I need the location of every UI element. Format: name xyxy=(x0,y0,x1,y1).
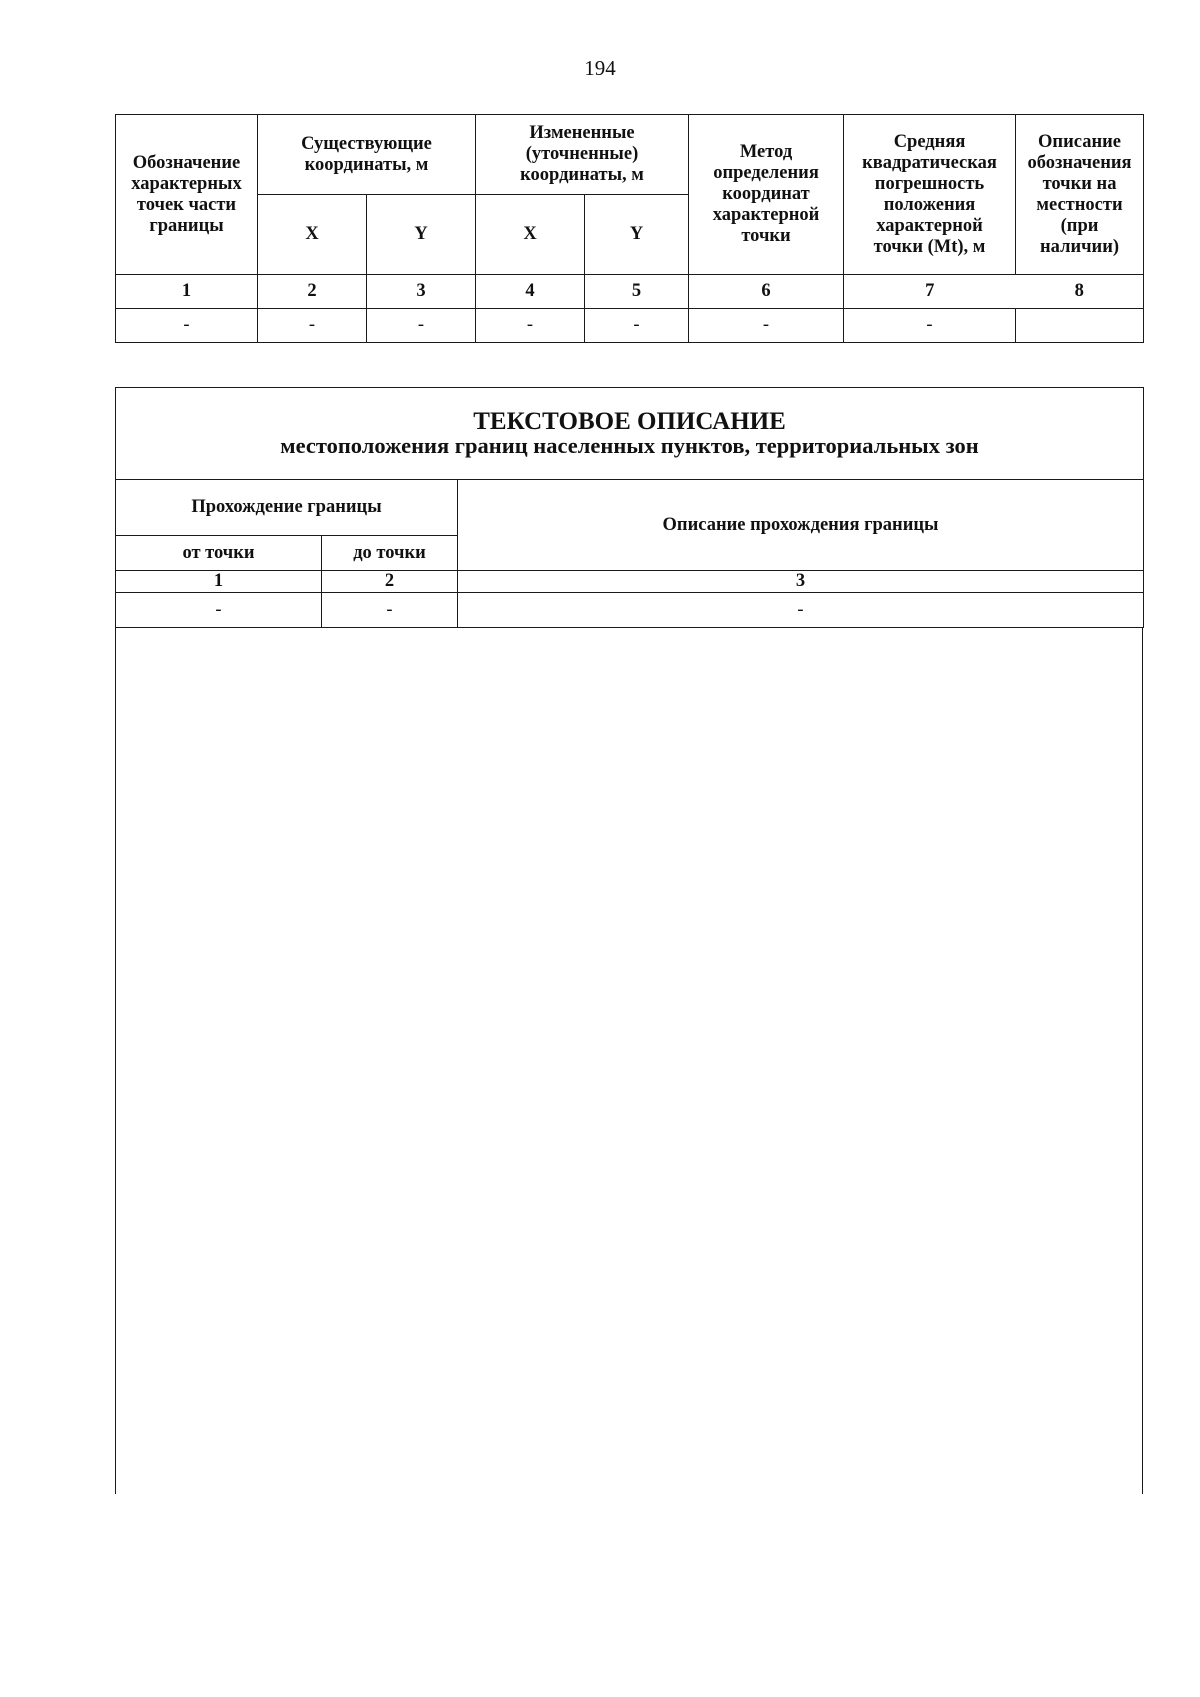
document-title: ТЕКСТОВОЕ ОПИСАНИЕ xyxy=(473,407,786,435)
table-cell: - xyxy=(116,593,322,628)
table-row xyxy=(116,593,1144,628)
column-numbers-row xyxy=(116,571,1144,593)
column-number: 6 xyxy=(689,275,844,309)
header-point-designation: Обозначение характерных точек части границы xyxy=(116,115,258,275)
header-passage-description: Описание прохождения границы xyxy=(458,480,1144,571)
boundary-points-table xyxy=(115,114,1144,343)
header-changed-x: X xyxy=(476,195,585,275)
column-number: 1 xyxy=(116,275,258,309)
column-number: 1 xyxy=(116,571,322,593)
header-boundary-passage: Прохождение границы xyxy=(116,480,458,536)
table-cell: - xyxy=(322,593,458,628)
table-cell: - xyxy=(844,309,1016,343)
column-number: 3 xyxy=(367,275,476,309)
header-point-description: Описание обозначения точки на местности (при наличии) xyxy=(1016,115,1144,275)
column-numbers-row xyxy=(116,275,1144,309)
table-row xyxy=(116,309,1144,343)
header-existing-coordinates: Существующие координаты, м xyxy=(258,115,476,195)
header-to-point: до точки xyxy=(322,536,458,571)
table-cell xyxy=(1016,309,1144,343)
table-cell: - xyxy=(458,593,1144,628)
table-cell: - xyxy=(476,309,585,343)
table-continuation-area xyxy=(115,627,1143,1494)
column-number: 7 xyxy=(844,275,1016,309)
text-description-title xyxy=(116,388,1144,480)
header-existing-y: Y xyxy=(367,195,476,275)
page-number: 194 xyxy=(584,56,616,80)
table-cell: - xyxy=(258,309,367,343)
column-number: 2 xyxy=(322,571,458,593)
table-cell: - xyxy=(367,309,476,343)
header-changed-y: Y xyxy=(585,195,689,275)
column-number: 3 xyxy=(458,571,1144,593)
header-existing-x: X xyxy=(258,195,367,275)
header-determination-method: Метод определения координат характерной точки xyxy=(689,115,844,275)
header-from-point: от точки xyxy=(116,536,322,571)
document-subtitle: местоположения границ населенных пунктов, территориальных зон xyxy=(280,432,979,458)
header-mean-square-error: Средняя квадратическая погрешность положения характерной точки (Mt), м xyxy=(844,115,1016,275)
header-changed-coordinates: Измененные (уточненные) координаты, м xyxy=(476,115,689,195)
text-description-table xyxy=(115,387,1144,628)
table-cell: - xyxy=(689,309,844,343)
table-cell: - xyxy=(116,309,258,343)
column-number: 2 xyxy=(258,275,367,309)
column-number: 5 xyxy=(585,275,689,309)
column-number: 8 xyxy=(1016,275,1144,309)
table-cell: - xyxy=(585,309,689,343)
column-number: 4 xyxy=(476,275,585,309)
